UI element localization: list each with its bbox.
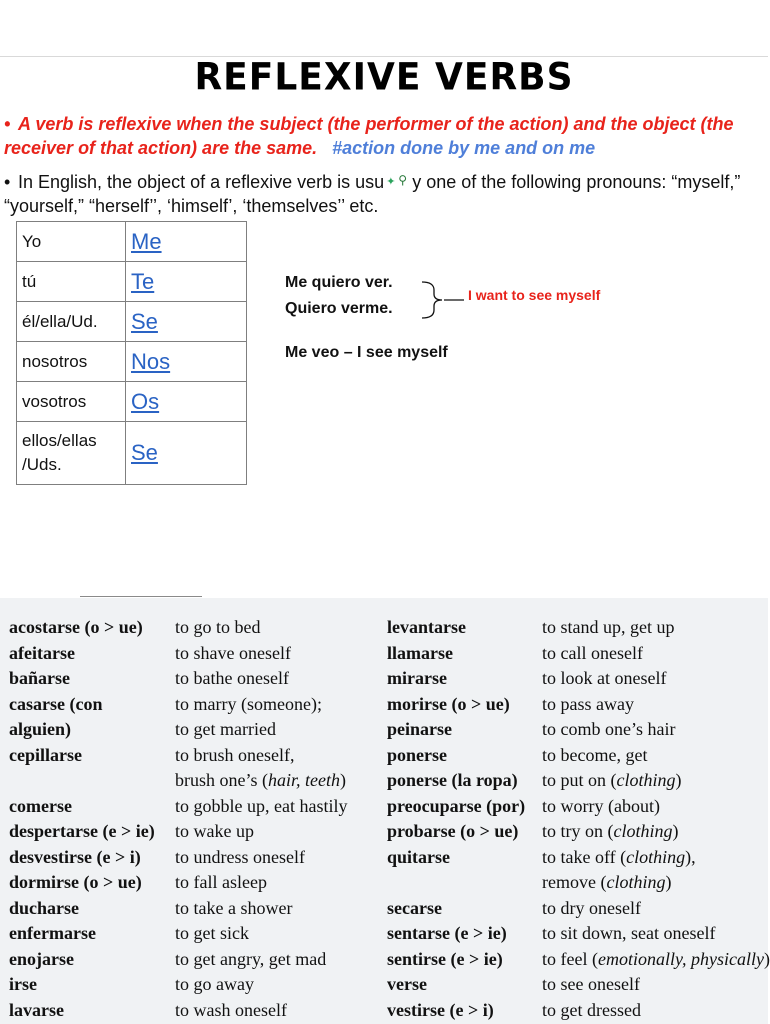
- reflexive-verbs-list: [0, 598, 768, 1024]
- verb-spanish: lavarse: [9, 999, 64, 1020]
- verb-english: to try on (clothing): [542, 821, 679, 841]
- verb-english: to get sick: [175, 923, 249, 943]
- verb-spanish: afeitarse: [9, 642, 75, 663]
- verb-spanish: dormirse (o > ue): [9, 872, 142, 892]
- edit-pin-icon[interactable]: ✦ ⚲: [386, 173, 407, 188]
- verb-english: to stand up, get up: [542, 617, 675, 637]
- verb-english: to gobble up, eat hastily: [175, 795, 348, 816]
- definition-bullet: [4, 112, 766, 160]
- verb-spanish: ducharse: [9, 897, 80, 918]
- table-row: [17, 222, 247, 262]
- verb-english: brush one’s (hair, teeth): [175, 770, 346, 790]
- verb-spanish: probarse (o > ue): [387, 821, 519, 841]
- verb-spanish: vestirse (e > i): [387, 999, 494, 1020]
- verb-spanish: alguien): [9, 719, 72, 739]
- verb-spanish: secarse: [387, 897, 442, 918]
- definition-text: A verb is reflexive when the subject (the performer of the action) and the object (the receiver of that action) are the same.: [4, 114, 734, 158]
- verb-spanish: verse: [387, 974, 427, 994]
- verb-english: to worry (about): [542, 795, 660, 816]
- table-row: [17, 302, 247, 342]
- verb-spanish: despertarse (e > ie): [9, 821, 155, 841]
- verb-english: to call oneself: [542, 642, 643, 663]
- list-item: [0, 845, 768, 870]
- verb-spanish: peinarse: [387, 719, 452, 739]
- verb-english: to comb one’s hair: [542, 719, 676, 739]
- pronoun-link[interactable]: Te: [126, 262, 247, 302]
- table-row: [17, 342, 247, 382]
- verb-spanish: levantarse: [387, 617, 466, 637]
- verb-spanish: comerse: [9, 795, 72, 816]
- list-item: [0, 998, 768, 1023]
- verb-spanish: irse: [9, 974, 37, 994]
- table-row: [17, 382, 247, 422]
- english-pronouns-bullet: [4, 170, 766, 218]
- verb-english: to wake up: [175, 821, 254, 841]
- list-item: [0, 896, 768, 921]
- verb-spanish: ponerse (la ropa): [387, 770, 518, 790]
- verb-spanish: acostarse (o > ue): [9, 617, 143, 637]
- bullet-dot: •: [4, 114, 11, 134]
- verb-spanish: desvestirse (e > i): [9, 846, 141, 867]
- verb-english: to pass away: [542, 693, 634, 714]
- page-title: REFLEXIVE VERBS: [194, 55, 574, 100]
- table-row: [17, 262, 247, 302]
- definition-hashtag: #action done by me and on me: [332, 138, 596, 158]
- verb-spanish: preocuparse (por): [387, 795, 526, 816]
- list-item: [0, 666, 768, 691]
- verb-english: to wash oneself: [175, 999, 287, 1020]
- verb-english: to get married: [175, 719, 276, 739]
- list-item: [0, 870, 768, 895]
- example-2: Quiero verme.: [285, 300, 393, 317]
- list-item: [0, 615, 768, 640]
- verb-english: to brush oneself,: [175, 744, 295, 765]
- pronoun-link[interactable]: Os: [126, 382, 247, 422]
- verb-spanish: casarse (con: [9, 693, 103, 714]
- verb-english: to become, get: [542, 744, 648, 765]
- list-item: [0, 692, 768, 717]
- list-item: [0, 819, 768, 844]
- list-item: [0, 768, 768, 793]
- example-1: Me quiero ver.: [285, 274, 393, 291]
- pronoun-link[interactable]: Se: [126, 422, 247, 485]
- verb-spanish: enfermarse: [9, 923, 96, 943]
- list-item: [0, 947, 768, 972]
- verb-spanish: ponerse: [387, 744, 447, 765]
- curly-brace-icon: [420, 280, 466, 320]
- table-row: [17, 422, 247, 485]
- verb-spanish: mirarse: [387, 668, 447, 688]
- verb-spanish: bañarse: [9, 668, 71, 688]
- translation-note: I want to see myself: [468, 287, 601, 303]
- verb-english: to get angry, get mad: [175, 948, 327, 969]
- verb-spanish: morirse (o > ue): [387, 693, 510, 714]
- verb-english: to go to bed: [175, 617, 261, 637]
- list-item: [0, 743, 768, 768]
- verb-english: remove (clothing): [542, 872, 672, 892]
- verb-spanish: cepillarse: [9, 744, 82, 765]
- verb-english: to sit down, seat oneself: [542, 923, 716, 943]
- verb-spanish: quitarse: [387, 846, 450, 867]
- pronoun-link[interactable]: Nos: [126, 342, 247, 382]
- verb-spanish: enojarse: [9, 948, 74, 969]
- example-3: Me veo – I see myself: [285, 344, 448, 361]
- verb-spanish: sentarse (e > ie): [387, 923, 507, 943]
- verb-english: to bathe oneself: [175, 668, 289, 688]
- list-item: [0, 717, 768, 742]
- bullet-dot: •: [4, 172, 11, 192]
- verb-english: to fall asleep: [175, 872, 267, 892]
- section-divider: [80, 596, 202, 597]
- verb-english: to take a shower: [175, 897, 293, 918]
- list-item: [0, 641, 768, 666]
- subject-cell: él/ella/Ud.: [17, 302, 126, 342]
- verb-english: to go away: [175, 974, 254, 994]
- list-item: [0, 794, 768, 819]
- list-item: [0, 921, 768, 946]
- verb-english: to see oneself: [542, 974, 640, 994]
- subject-cell: Yo: [17, 222, 126, 262]
- list-item: [0, 972, 768, 997]
- english-text-start: In English, the object of a reflexive verb is usu: [18, 172, 385, 192]
- subject-cell: vosotros: [17, 382, 126, 422]
- verb-english: to get dressed: [542, 999, 641, 1020]
- pronoun-link[interactable]: Me: [126, 222, 247, 262]
- subject-cell: tú: [17, 262, 126, 302]
- verb-english: to feel (emotionally, physically): [542, 948, 770, 969]
- verb-english: to look at oneself: [542, 668, 667, 688]
- verb-english: to take off (clothing),: [542, 846, 696, 867]
- subject-cell: nosotros: [17, 342, 126, 382]
- verb-english: to undress oneself: [175, 846, 305, 867]
- verb-spanish: llamarse: [387, 642, 453, 663]
- verb-english: to put on (clothing): [542, 770, 682, 790]
- pronoun-link[interactable]: Se: [126, 302, 247, 342]
- pronoun-table: [16, 221, 247, 485]
- verb-spanish: sentirse (e > ie): [387, 948, 503, 969]
- subject-cell: ellos/ellas /Uds.: [17, 422, 126, 485]
- verb-english: to marry (someone);: [175, 693, 322, 714]
- english-text-end: y one of the following pronouns: “myself,” “yourself,” “herself’’, ‘himself’, ‘themselves’’ etc.: [4, 172, 741, 216]
- verb-english: to dry oneself: [542, 897, 641, 918]
- verb-english: to shave oneself: [175, 642, 291, 663]
